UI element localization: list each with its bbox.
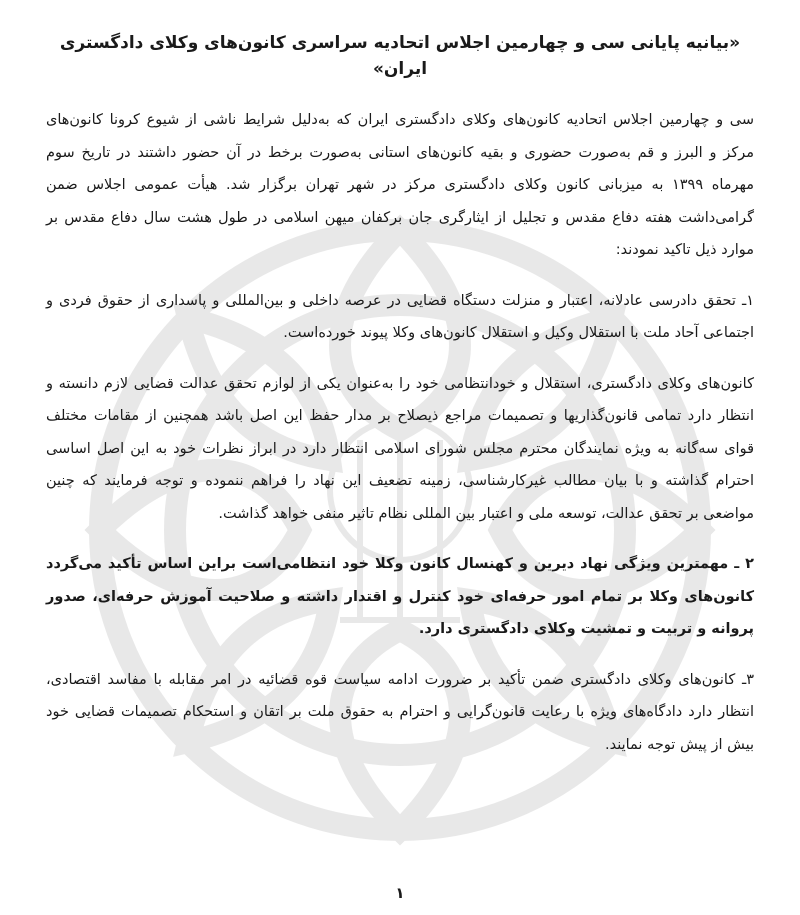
clause-1-paragraph: ۱ـ تحقق دادرسی عادلانه، اعتبار و منزلت دستگاه قضایی در عرصه داخلی و بین‌المللی و پاسداری از حقوق فردی و اجتماعی آحاد ملت با استقلال وکیل و استقلال کانون‌های وکلا پیوند خورده‌است. (46, 292, 754, 341)
clause-2-paragraph: ۲ ـ مهمترین ویژگی نهاد دیرین و کهنسال کانون وکلا خود انتظامی‌است براین اساس تأکید می‌گردد کانون‌های وکلا بر تمام امور حرفه‌ای خود کنترل و اقتدار داشته و صلاحیت آموزش حرفه‌ای، صدور پروانه و تربیت و تمشیت وکلای دادگستری دارد. (46, 556, 754, 637)
clause-3-paragraph: ۳ـ کانون‌های وکلای دادگستری ضمن تأکید بر ضرورت ادامه سیاست قوه قضائیه در امر مقابله با مفاسد اقتصادی، انتظار دارد دادگاه‌های ویژه با رعایت قانون‌گرایی و احترام به حقوق ملت بر اتقان و استحکام تصمیمات قضایی خود بیش از پیش توجه نمایند. (46, 671, 754, 753)
page-number: ۱ (395, 884, 405, 902)
statement-title: «بیانیه پایانی سی و چهارمین اجلاس اتحادیه سراسری کانون‌های وکلای دادگستری ایران» (59, 33, 741, 79)
intro-paragraph: سی و چهارمین اجلاس اتحادیه کانون‌های وکلای دادگستری ایران که به‌دلیل شرایط ناشی از شیوع کرونا کانون‌های مرکز و البرز و قم به‌صورت حضوری و بقیه کانون‌های استانی به‌صورت برخط در آن حضور داشتند در تاریخ سوم مهرماه ۱۳۹۹ به میزبانی کانون وکلای دادگستری مرکز در شهر تهران برگزار شد. هیأت عمومی اجلاس ضمن گرامی‌داشت هفته دفاع مقدس و تجلیل از ایثارگری جان برکفان میهن اسلامی در طول هشت سال دفاع مقدس بر موارد ذیل تاکید نمودند: (46, 112, 754, 258)
clause-1-continuation-paragraph: کانون‌های وکلای دادگستری، استقلال و خودانتظامی خود را به‌عنوان یکی از لوازم تحقق عدالت قضایی لازم دانسته و انتظار دارد تمامی قانون‌گذاریها و تصمیمات مراجع ذیصلاح بر مدار حفظ این اصل باشد همچنین از مقامات مختلف قوای سه‌گانه به ویژه نمایندگان محترم مجلس شورای اسلامی انتظار دارد در ابراز نظرات خود به این اصل اساسی احترام گذاشته و با بیان مطالب غیرکارشناسی، زمینه تضعیف این نهاد را فراهم ننموده و توجه فرمایند که چنین مواضعی بر تحقق عدالت، توسعه ملی و اعتبار بین المللی نظام تاثیر منفی خواهد گذاشت. (46, 375, 754, 522)
